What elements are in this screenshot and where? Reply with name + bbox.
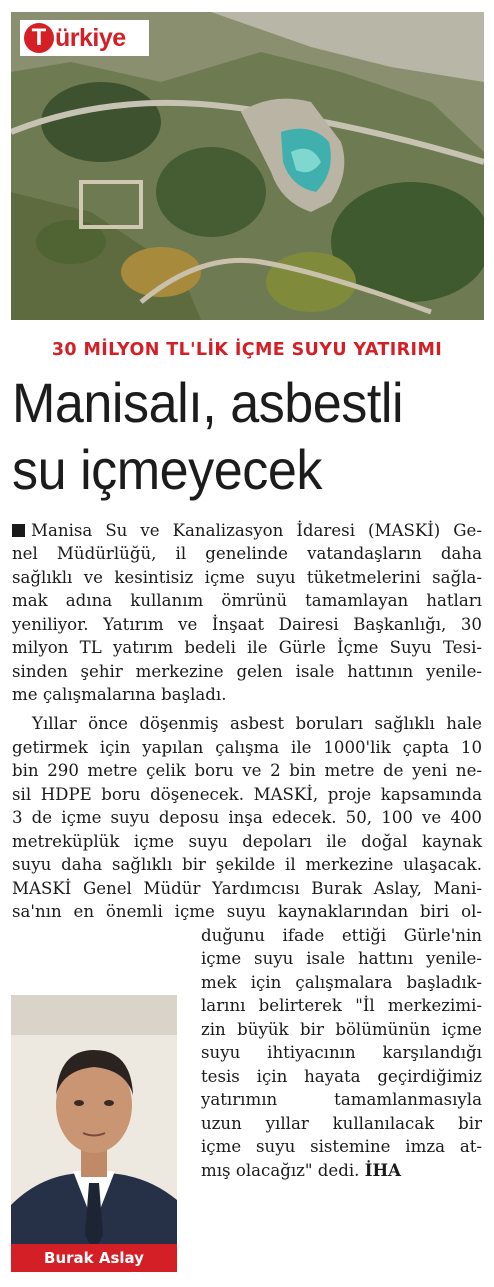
body-line: metreküplük içme suyu depoları ile doğal kaynak [12, 832, 482, 851]
body-line: içme suyu isale hattını yenile- [201, 949, 482, 968]
bullet-square-icon [12, 524, 25, 537]
body-line: mak adına kullanım ömrünü tamamlayan hatları [12, 591, 482, 610]
body-line: tesis için hayata geçirdiğimiz [201, 1067, 482, 1086]
body-line: mek için çalışmalara başladık- [201, 973, 482, 992]
body-line: 3 de içme suyu deposu inşa edecek. 50, 100 ve 400 [12, 808, 482, 827]
logo-text: ürkiye [55, 23, 126, 52]
body-line: yatırımın tamamlanmasıyla [201, 1090, 482, 1109]
body-line: larını belirterek "İl merkezimi- [201, 996, 482, 1015]
body-line: bin 290 metre çelik boru ve 2 bin metre de yeni ne- [12, 761, 482, 780]
photo-caption: Burak Aslay [11, 1244, 177, 1272]
body-line: me çalışmalarına başladı. [12, 685, 227, 704]
body-line: nel Müdürlüğü, il genelinde vatandaşların daha [12, 544, 482, 563]
body-line: zin büyük bir bölümünün içme [201, 1020, 482, 1039]
body-line: Manisa Su ve Kanalizasyon İdaresi (MASKİ) Ge- [12, 519, 482, 542]
headline-line: Manisalı, asbestli [12, 371, 404, 434]
aerial-photo [11, 12, 484, 320]
portrait-photo [11, 995, 177, 1270]
logo-mark: T [24, 23, 54, 53]
body-line: uzun yıllar kullanılacak bir [201, 1114, 482, 1133]
body-line: getirmek için yapılan çalışma ile 1000'lik çapta 10 [12, 738, 482, 757]
body-line: Yıllar önce döşenmiş asbest boruları sağlıklı hale [32, 714, 482, 733]
kicker-headline: 30 MİLYON TL'LİK İÇME SUYU YATIRIMI [51, 340, 443, 360]
body-line: sil HDPE boru döşenecek. MASKİ, proje kapsamında [12, 785, 482, 804]
source-credit: İHA [364, 1160, 402, 1180]
body-line: içme suyu sistemine imza at- [201, 1137, 482, 1156]
headline-line: su içmeyecek [12, 438, 322, 501]
body-line: suyu ihtiyacının karşılandığı [201, 1043, 482, 1062]
body-line: sinden şehir merkezine gelen isale hattının yenile- [12, 662, 482, 681]
body-line: sağlıklı ve kesintisiz içme suyu tüketmelerini sağla- [12, 568, 482, 587]
body-line: MASKİ Genel Müdür Yardımcısı Burak Aslay, Mani- [12, 879, 482, 898]
body-line: mış olacağız" dedi. İHA [201, 1160, 402, 1180]
body-line: milyon TL yatırım bedeli ile Gürle İçme Suyu Tesi- [12, 638, 482, 657]
body-line: suyu daha sağlıklı bir şekilde il merkezine ulaşacak. [12, 855, 482, 874]
body-line: sa'nın en önemli içme suyu kaynaklarından biri ol- [12, 902, 482, 921]
turkiye-logo [20, 20, 149, 56]
body-line: duğunu ifade ettiği Gürle'nin [201, 926, 482, 945]
body-line: yeniliyor. Yatırım ve İnşaat Dairesi Başkanlığı, 30 [12, 615, 482, 634]
